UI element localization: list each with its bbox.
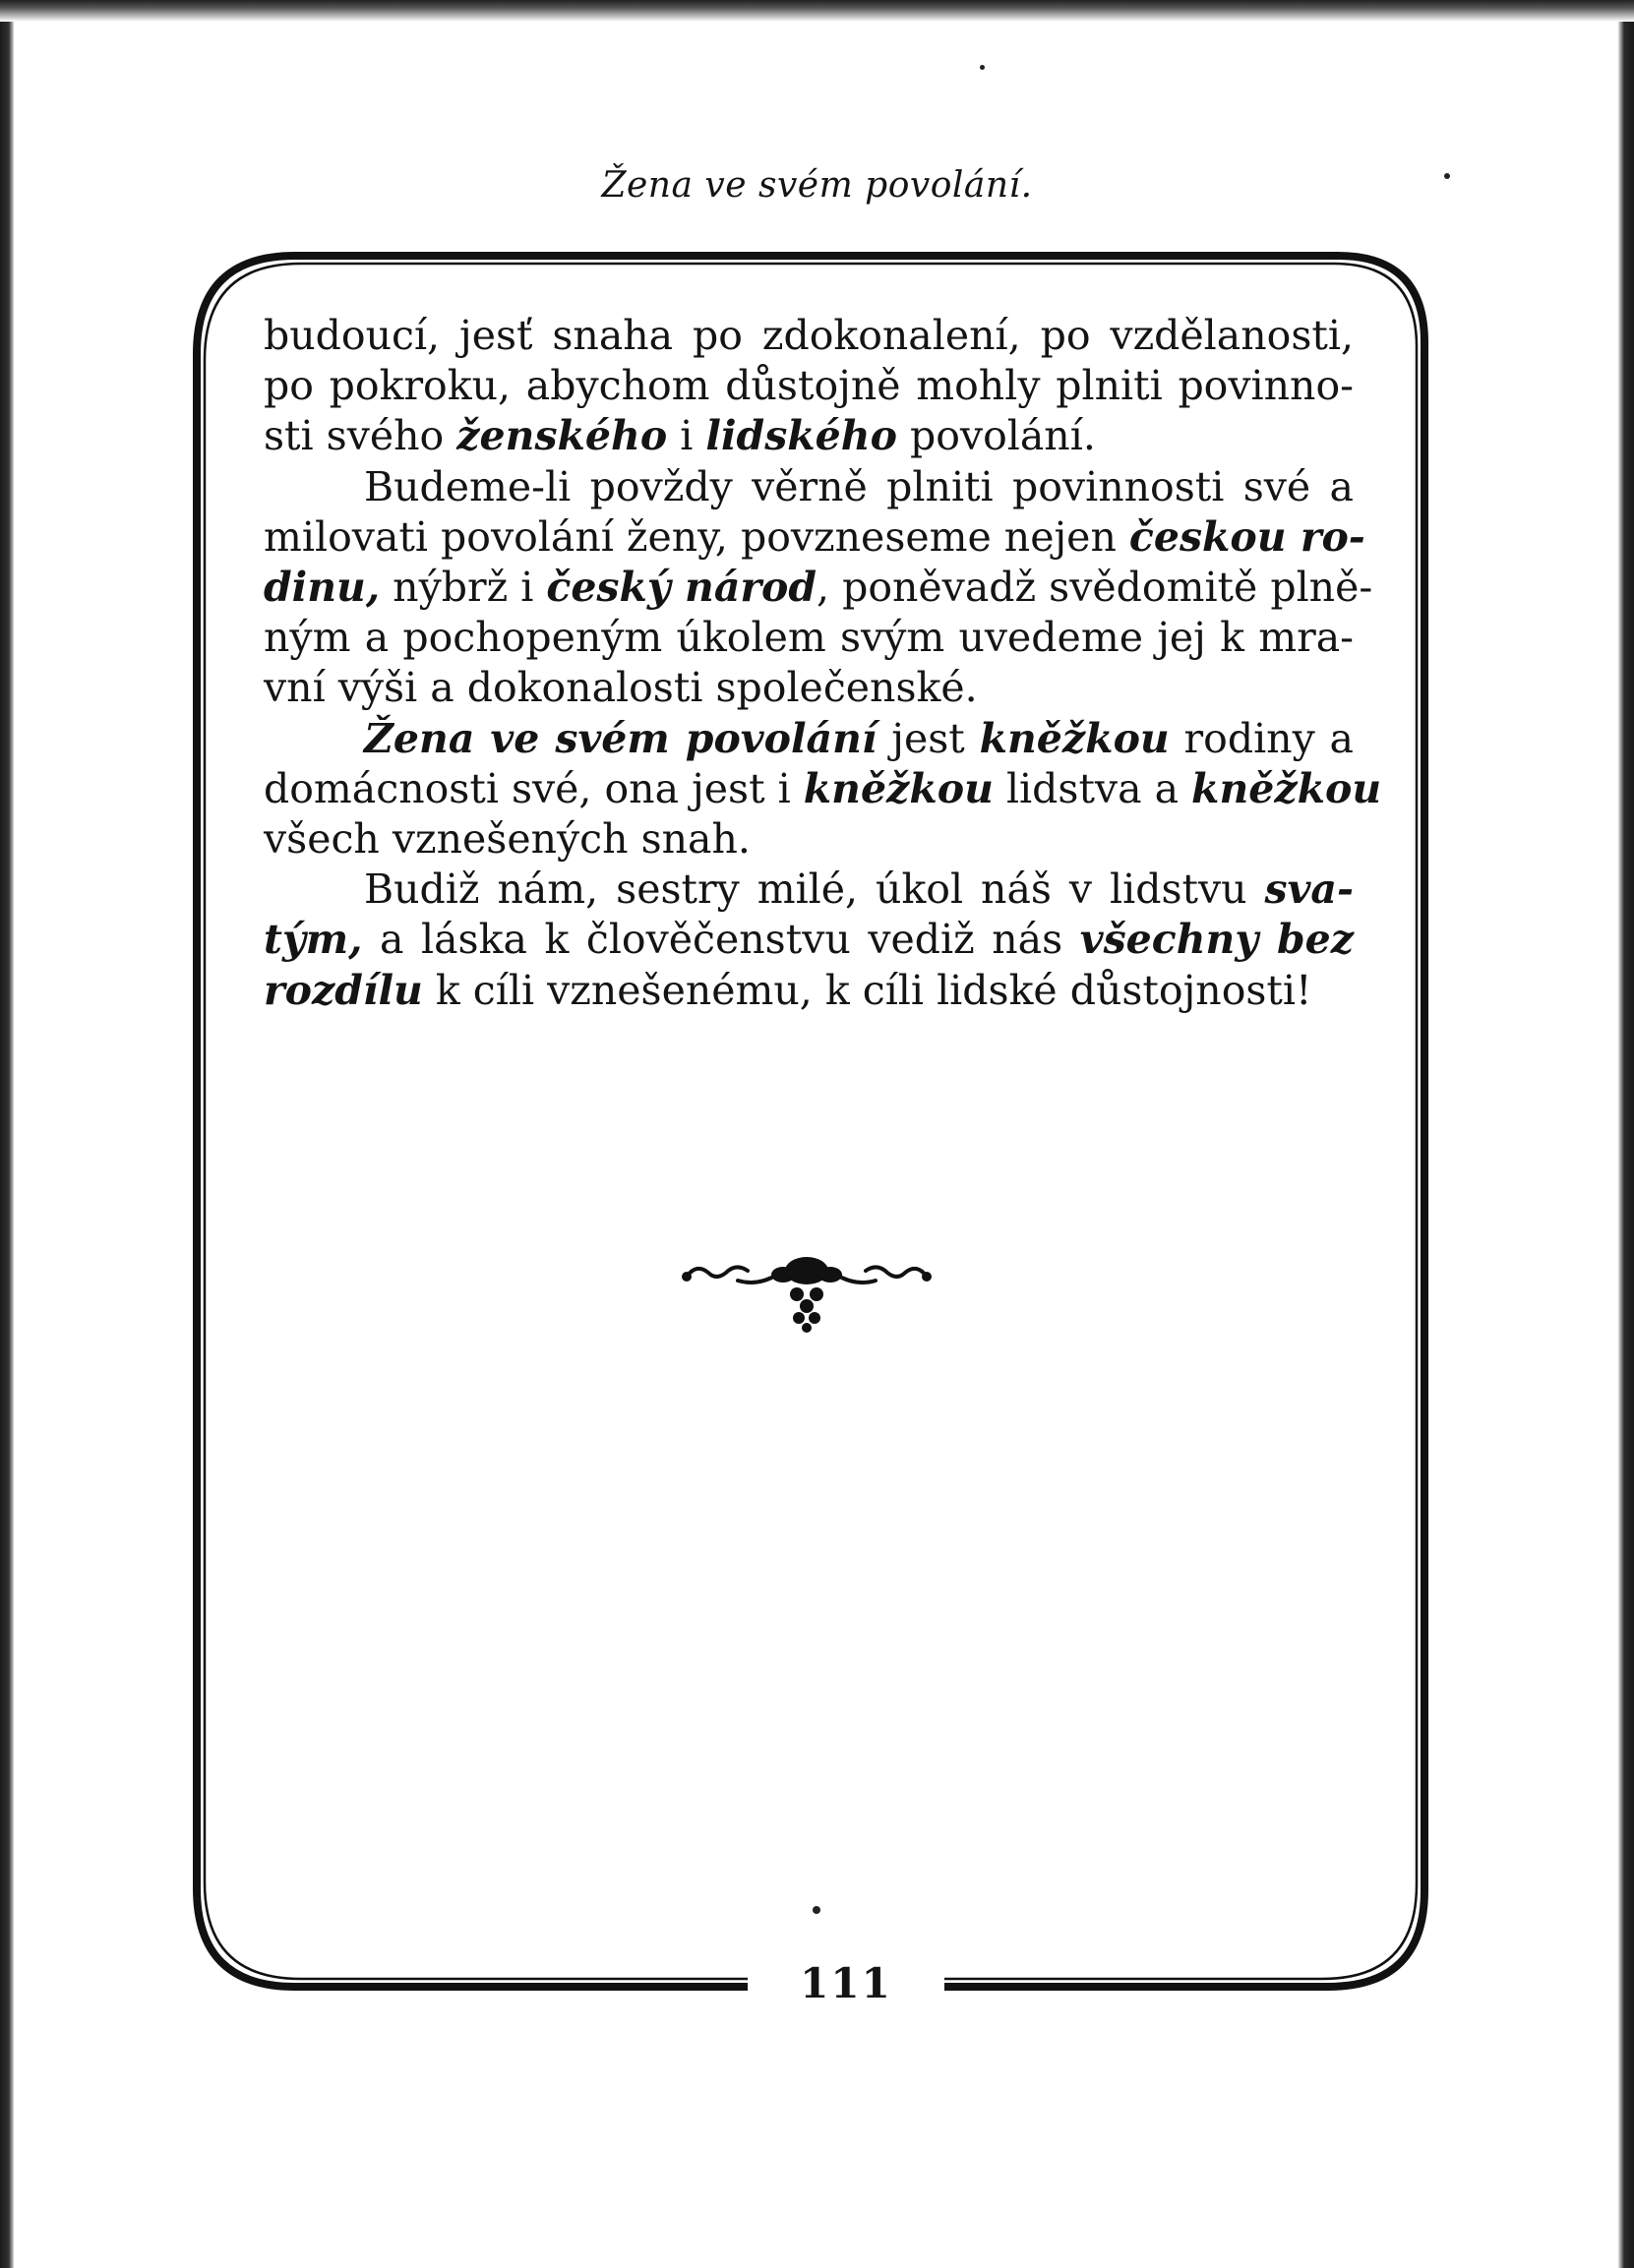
emphasis-text: kněžkou	[1191, 764, 1382, 812]
body-text	[264, 311, 1382, 1016]
text-run: jest	[877, 714, 980, 762]
emphasis-text: ženského	[456, 412, 668, 460]
speck	[1444, 173, 1450, 179]
text-run: povolání.	[896, 412, 1096, 460]
text-line	[264, 663, 1354, 713]
text-line	[264, 512, 1365, 563]
text-run: milovati povolání ženy, povzneseme nejen	[264, 512, 1129, 561]
text-run: Budeme-li povždy věrně plniti povinnosti své a	[364, 462, 1354, 510]
text-run: nýbrž i	[380, 564, 547, 612]
text-run: ným a pochopeným úkolem svým uvedeme jej k mra-	[264, 614, 1354, 662]
text-run: lidstva a	[993, 764, 1192, 812]
text-run: budoucí, jesť snaha po zdokonalení, po vzdělanosti,	[264, 312, 1354, 359]
text-run: rodiny a	[1169, 714, 1354, 762]
emphasis-text: všechny bez	[1079, 916, 1354, 964]
text-run: i	[667, 412, 706, 460]
text-line	[264, 915, 1354, 965]
emphasis-text: Žena ve svém povolání	[364, 714, 878, 762]
text-run: Budiž nám, sestry milé, úkol náš v lidstvu	[364, 865, 1265, 914]
emphasis-text: rozdílu	[264, 966, 423, 1014]
emphasis-text: sva-	[1264, 865, 1354, 914]
text-run: domácnosti své, ona jest i	[264, 764, 804, 812]
text-run: všech vznešených snah.	[264, 815, 751, 864]
text-run: k cíli vznešenému, k cíli lidské důstojnosti!	[422, 966, 1312, 1014]
text-run: po pokroku, abychom důstojně mohly plniti povinno-	[264, 362, 1354, 410]
emphasis-text: český národ	[546, 564, 817, 612]
text-line	[264, 764, 1382, 814]
emphasis-text: dinu,	[264, 564, 381, 612]
text-line	[264, 361, 1354, 411]
text-line	[264, 714, 1354, 764]
page-number: 111	[748, 1959, 944, 2007]
text-run: , poněvadž svědomitě plně-	[817, 564, 1373, 612]
text-run: sti svého	[264, 412, 457, 460]
text-line	[264, 411, 1354, 461]
running-head: Žena ve svém povolání.	[601, 165, 1033, 206]
text-line	[264, 311, 1354, 361]
text-line	[264, 865, 1354, 915]
speck	[813, 1906, 820, 1914]
emphasis-text: tým,	[264, 916, 363, 964]
emphasis-text: kněžkou	[803, 764, 994, 812]
text-line	[264, 814, 1354, 865]
text-line	[264, 462, 1354, 512]
text-run: vní výši a dokonalosti společenské.	[264, 664, 978, 712]
text-line	[264, 563, 1373, 613]
text-line	[264, 613, 1354, 663]
text-run: a láska k člověčenstvu vediž nás	[362, 916, 1080, 964]
emphasis-text: českou ro-	[1128, 512, 1365, 561]
speck	[980, 65, 985, 70]
text-line	[264, 966, 1354, 1016]
emphasis-text: kněžkou	[979, 714, 1170, 762]
emphasis-text: lidského	[705, 412, 897, 460]
floral-vignette-icon	[679, 1247, 935, 1336]
